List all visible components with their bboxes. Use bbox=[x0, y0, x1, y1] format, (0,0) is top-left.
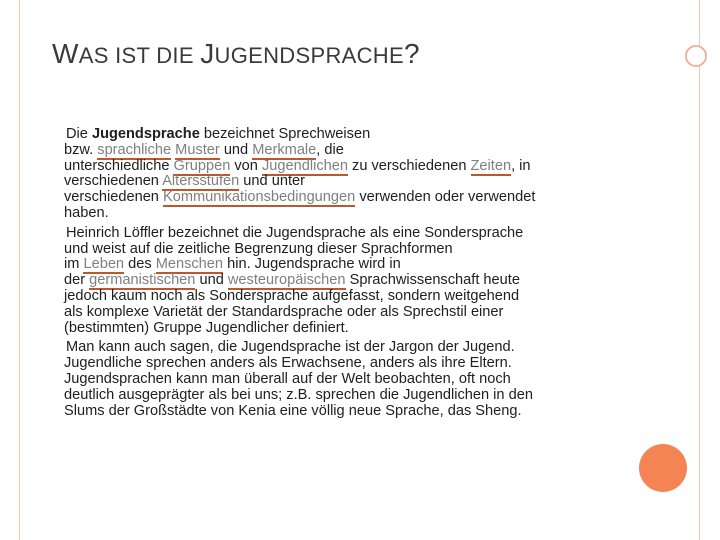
text-segment: hin. Jugendsprache wird in bbox=[223, 256, 401, 273]
text-line bbox=[64, 289, 622, 305]
text-segment: des bbox=[124, 256, 156, 273]
text-segment: zu verschiedenen bbox=[347, 157, 471, 174]
term-link[interactable]: Zeiten bbox=[470, 157, 512, 174]
text-segment: bezeichnet Sprechweisen bbox=[199, 126, 371, 142]
term-link[interactable]: Jugendlichen bbox=[261, 157, 348, 174]
text-segment: Jugendsprachen kann man überall auf der Welt beobachten, oft noch bbox=[64, 370, 511, 387]
text-segment: verschiedenen bbox=[64, 189, 163, 206]
text-segment: Slums der Großstädte von Kenia eine völlig neue Sprache, das Sheng. bbox=[64, 402, 522, 419]
text-line bbox=[64, 305, 622, 321]
text-segment: und weist auf die zeitliche Begrenzung dieser Sprachformen bbox=[64, 240, 453, 257]
term-link[interactable]: westeuropäischen bbox=[227, 272, 346, 289]
text-segment: (bestimmten) Gruppe Jugendlicher definiert. bbox=[64, 319, 349, 336]
text-line bbox=[64, 159, 622, 175]
text-segment: Man kann auch sagen, die Jugendsprache ist der Jargon der Jugend. bbox=[66, 339, 515, 356]
left-border-line bbox=[19, 0, 20, 540]
text-line bbox=[64, 257, 622, 273]
text-line bbox=[64, 404, 622, 420]
text-segment: , die bbox=[316, 141, 344, 158]
text-line bbox=[64, 273, 622, 289]
text-line bbox=[64, 143, 622, 159]
decorative-dot-icon bbox=[639, 444, 687, 492]
text-line bbox=[64, 372, 622, 388]
bold-term: Jugendsprache bbox=[91, 126, 200, 142]
text-segment: und bbox=[219, 141, 253, 158]
text-line bbox=[64, 127, 622, 143]
title-question-mark: ? bbox=[403, 38, 420, 69]
paragraph bbox=[64, 127, 622, 222]
decorative-ring-icon bbox=[685, 45, 707, 67]
title-initial-j: J bbox=[200, 38, 215, 69]
text-segment: verschiedenen bbox=[64, 173, 163, 190]
text-segment: bzw. bbox=[64, 141, 98, 158]
text-segment: Die bbox=[66, 126, 92, 142]
paragraph bbox=[64, 340, 622, 419]
text-segment: , in bbox=[511, 157, 531, 174]
text-segment: als komplexe Varietät der Standardsprache oder als Sprechstil einer bbox=[64, 303, 504, 320]
term-link[interactable]: Merkmale bbox=[252, 141, 317, 158]
text-line bbox=[64, 356, 622, 372]
term-link[interactable]: sprachliche bbox=[97, 141, 172, 158]
term-link[interactable]: Kommunikationsbedingungen bbox=[162, 189, 356, 206]
title-part-1: AS IST DIE bbox=[78, 43, 201, 68]
term-link[interactable]: Gruppen bbox=[173, 157, 231, 174]
text-line bbox=[64, 174, 622, 190]
term-link[interactable]: Altersstufen bbox=[162, 173, 240, 190]
right-border-line bbox=[699, 0, 700, 540]
text-segment: unterschiedliche bbox=[64, 157, 174, 174]
text-line bbox=[64, 190, 622, 206]
text-segment: Jugendliche sprechen anders als Erwachsene, anders als ihre Eltern. bbox=[64, 355, 512, 372]
paragraph bbox=[64, 226, 622, 337]
text-segment: verwenden oder verwendet bbox=[355, 189, 536, 206]
text-segment: im bbox=[64, 256, 84, 273]
text-segment: und unter bbox=[239, 173, 305, 190]
text-segment: von bbox=[230, 157, 262, 174]
text-line bbox=[64, 242, 622, 258]
text-line bbox=[64, 206, 622, 222]
term-link[interactable]: Muster bbox=[175, 141, 220, 158]
text-line bbox=[64, 321, 622, 337]
text-segment: deutlich ausgeprägter als bei uns; z.B. sprechen die Jugendlichen in den bbox=[64, 386, 533, 403]
text-segment: der bbox=[64, 272, 90, 289]
text-segment: haben. bbox=[64, 204, 109, 221]
term-link[interactable]: Leben bbox=[83, 256, 125, 273]
title-part-2: UGENDSPRACHE bbox=[214, 43, 404, 68]
text-segment: Sprachwissenschaft heute bbox=[345, 272, 520, 289]
text-segment: jedoch kaum noch als Sondersprache aufgefasst, sondern weitgehend bbox=[64, 287, 520, 304]
term-link[interactable]: germanistischen bbox=[89, 272, 196, 289]
title-initial-w: W bbox=[52, 38, 79, 69]
text-line bbox=[64, 388, 622, 404]
slide-body bbox=[64, 127, 622, 423]
text-line bbox=[64, 340, 622, 356]
slide-title bbox=[52, 38, 420, 70]
text-segment: und bbox=[195, 272, 228, 289]
text-line bbox=[64, 226, 622, 242]
term-link[interactable]: Menschen bbox=[155, 256, 224, 273]
text-segment: Heinrich Löffler bezeichnet die Jugendsprache als eine Sondersprache bbox=[66, 224, 524, 241]
